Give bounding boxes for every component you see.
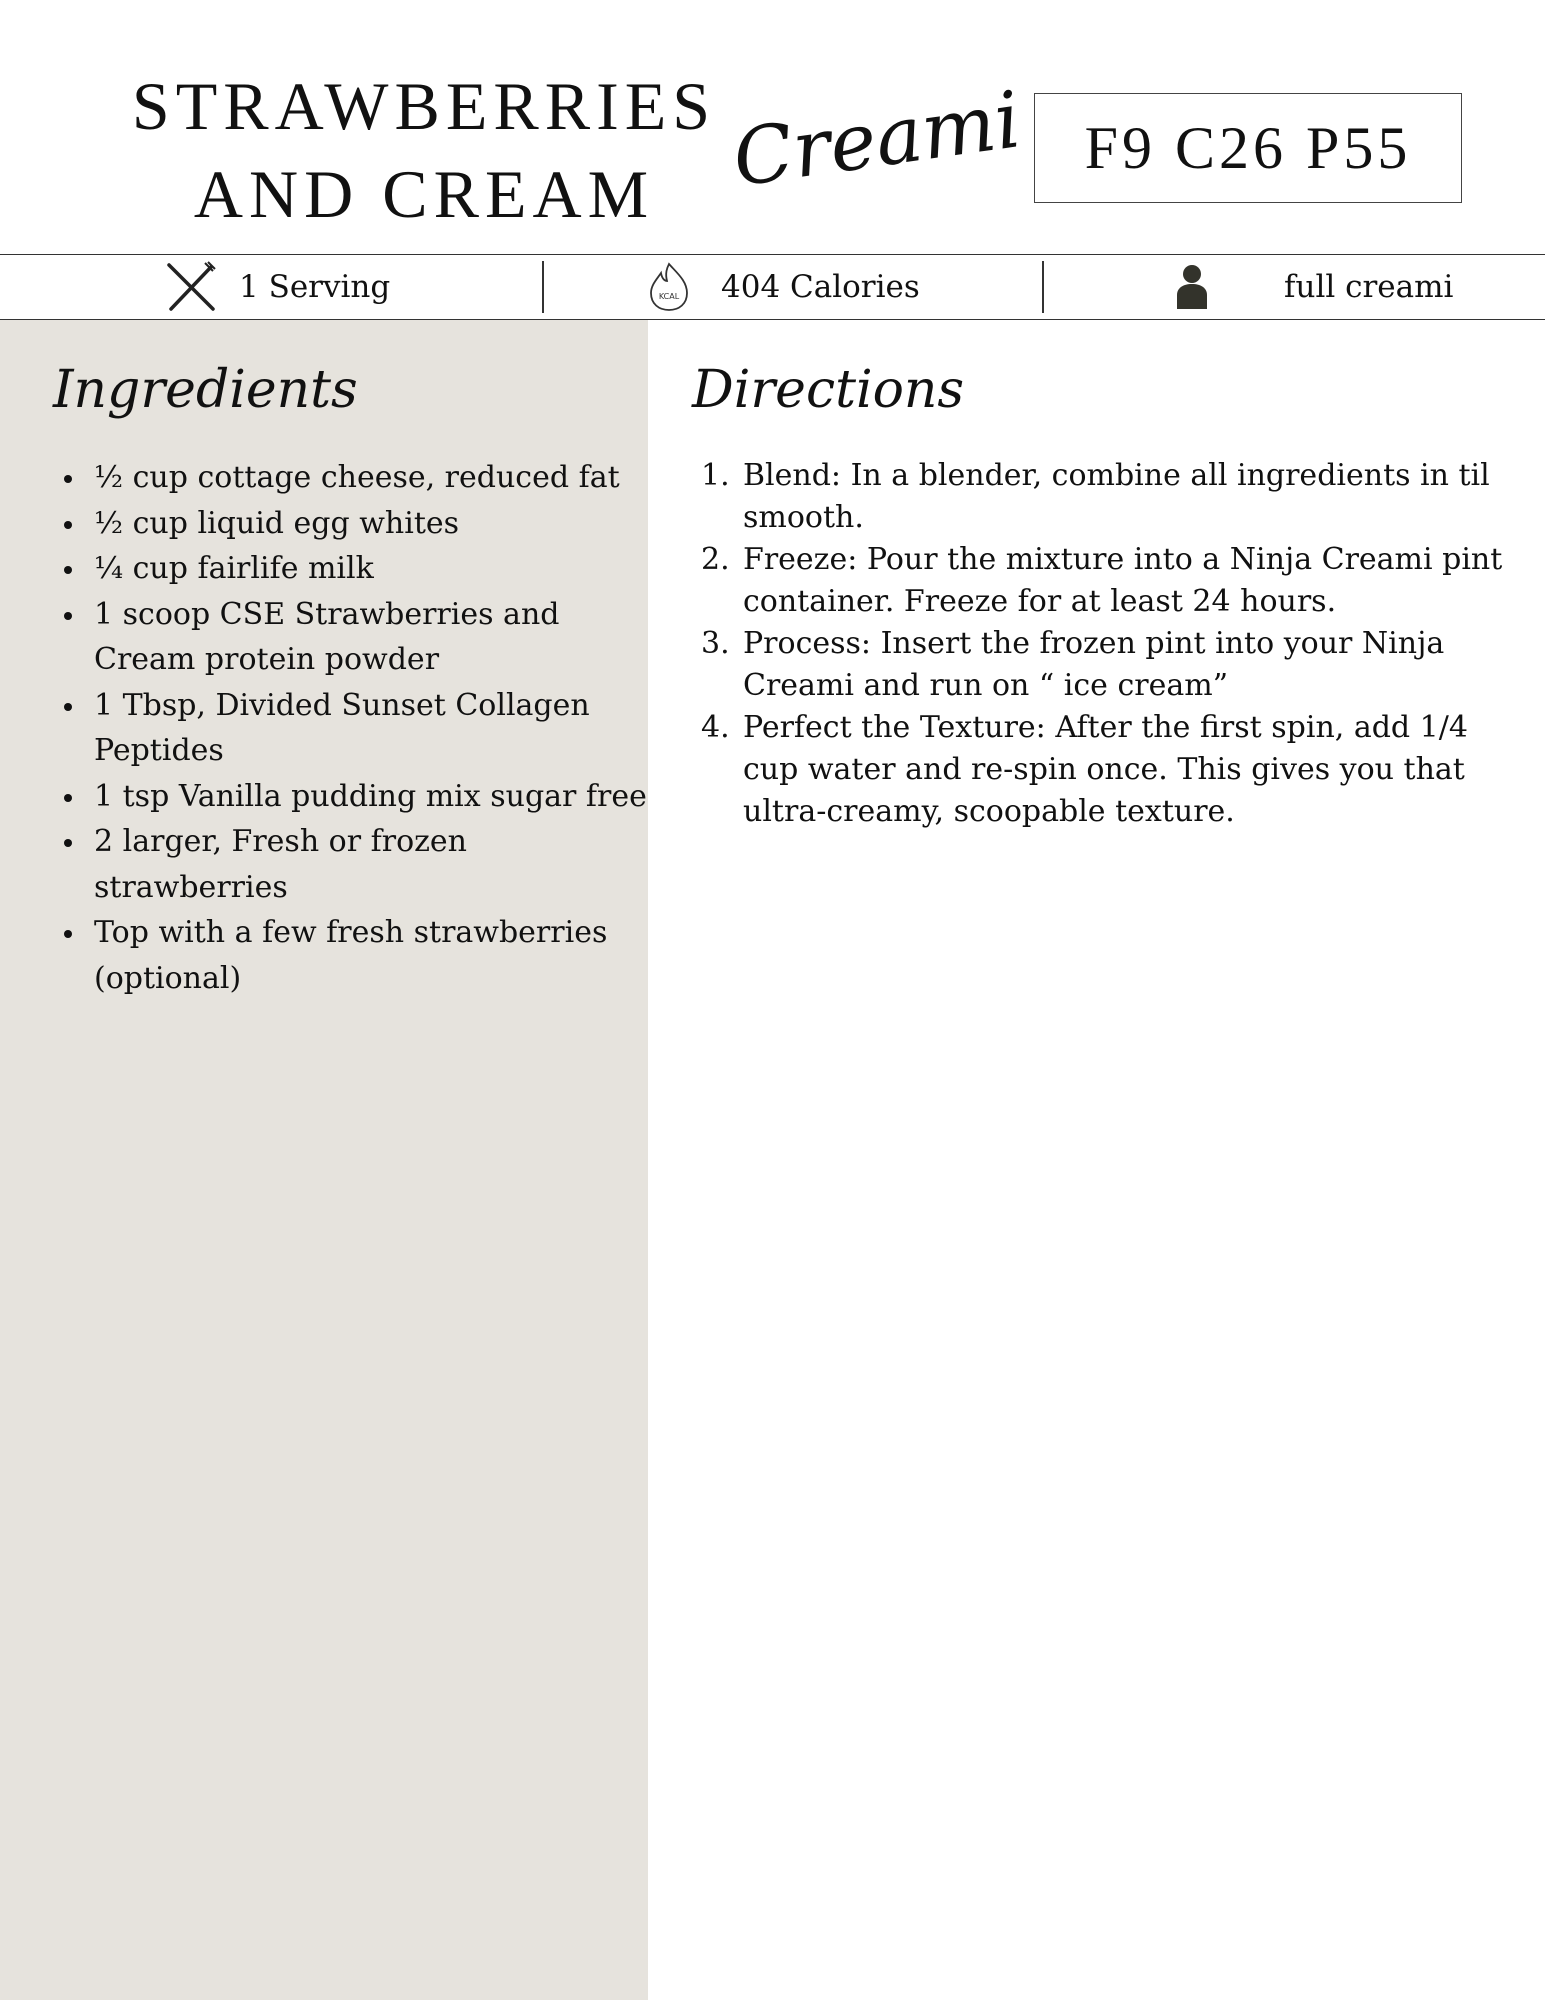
info-bar <box>0 254 1545 320</box>
recipe-header <box>0 0 1545 254</box>
creami-script-logo <box>727 52 1026 227</box>
calories-info <box>647 255 920 318</box>
ingredient-item: 2 larger, Fresh or frozen strawberries <box>94 819 654 910</box>
macros-text: F9 C26 P55 <box>1084 114 1412 181</box>
step-number: 3. <box>701 626 730 661</box>
ingredients-panel <box>0 320 648 2000</box>
ingredient-item: 1 Tbsp, Divided Sunset Collagen Peptides <box>94 683 654 774</box>
size-label: full creami <box>1284 268 1454 305</box>
person-icon <box>1174 263 1210 311</box>
ingredient-item: ½ cup liquid egg whites <box>94 501 654 547</box>
calories-label: 404 Calories <box>721 268 920 305</box>
servings-label: 1 Serving <box>239 268 391 305</box>
fork-knife-icon <box>165 261 217 313</box>
size-info <box>1174 255 1453 318</box>
directions-list <box>701 455 1513 833</box>
ingredients-heading: Ingredients <box>53 360 358 420</box>
ingredient-item: Top with a few fresh strawberries (optional) <box>94 910 654 1001</box>
step-number: 1. <box>701 458 730 493</box>
ingredient-item: ½ cup cottage cheese, reduced fat <box>94 455 654 501</box>
creami-script-text: Creami <box>727 75 1026 205</box>
step-text: Blend: In a blender, combine all ingredients in til smooth. <box>743 458 1490 535</box>
directions-panel <box>648 320 1545 2000</box>
ingredient-item: ¼ cup fairlife milk <box>94 546 654 592</box>
info-divider <box>542 261 544 313</box>
info-divider <box>1042 261 1044 313</box>
ingredient-item: 1 tsp Vanilla pudding mix sugar free <box>94 774 654 820</box>
direction-step <box>701 623 1513 707</box>
svg-text:KCAL: KCAL <box>658 291 680 301</box>
macros-box <box>1034 93 1462 203</box>
direction-step <box>701 707 1513 833</box>
recipe-title-line1: STRAWBERRIES <box>131 68 717 144</box>
directions-heading: Directions <box>692 360 965 420</box>
kcal-flame-icon <box>647 261 691 313</box>
ingredients-list <box>52 455 654 1001</box>
step-number: 2. <box>701 542 730 577</box>
step-text: Process: Insert the frozen pint into your Ninja Creami and run on “ ice cream” <box>743 626 1445 703</box>
direction-step <box>701 455 1513 539</box>
step-number: 4. <box>701 710 730 745</box>
step-text: Perfect the Texture: After the first spin, add 1/4 cup water and re-spin once. This gives you that ultra-creamy, scoopable texture. <box>743 710 1468 829</box>
ingredient-item: 1 scoop CSE Strawberries and Cream protein powder <box>94 592 654 683</box>
servings-info <box>165 255 390 318</box>
recipe-title-line2: AND CREAM <box>193 156 655 232</box>
recipe-title <box>120 62 728 238</box>
direction-step <box>701 539 1513 623</box>
step-text: Freeze: Pour the mixture into a Ninja Creami pint container. Freeze for at least 24 hours. <box>743 542 1503 619</box>
